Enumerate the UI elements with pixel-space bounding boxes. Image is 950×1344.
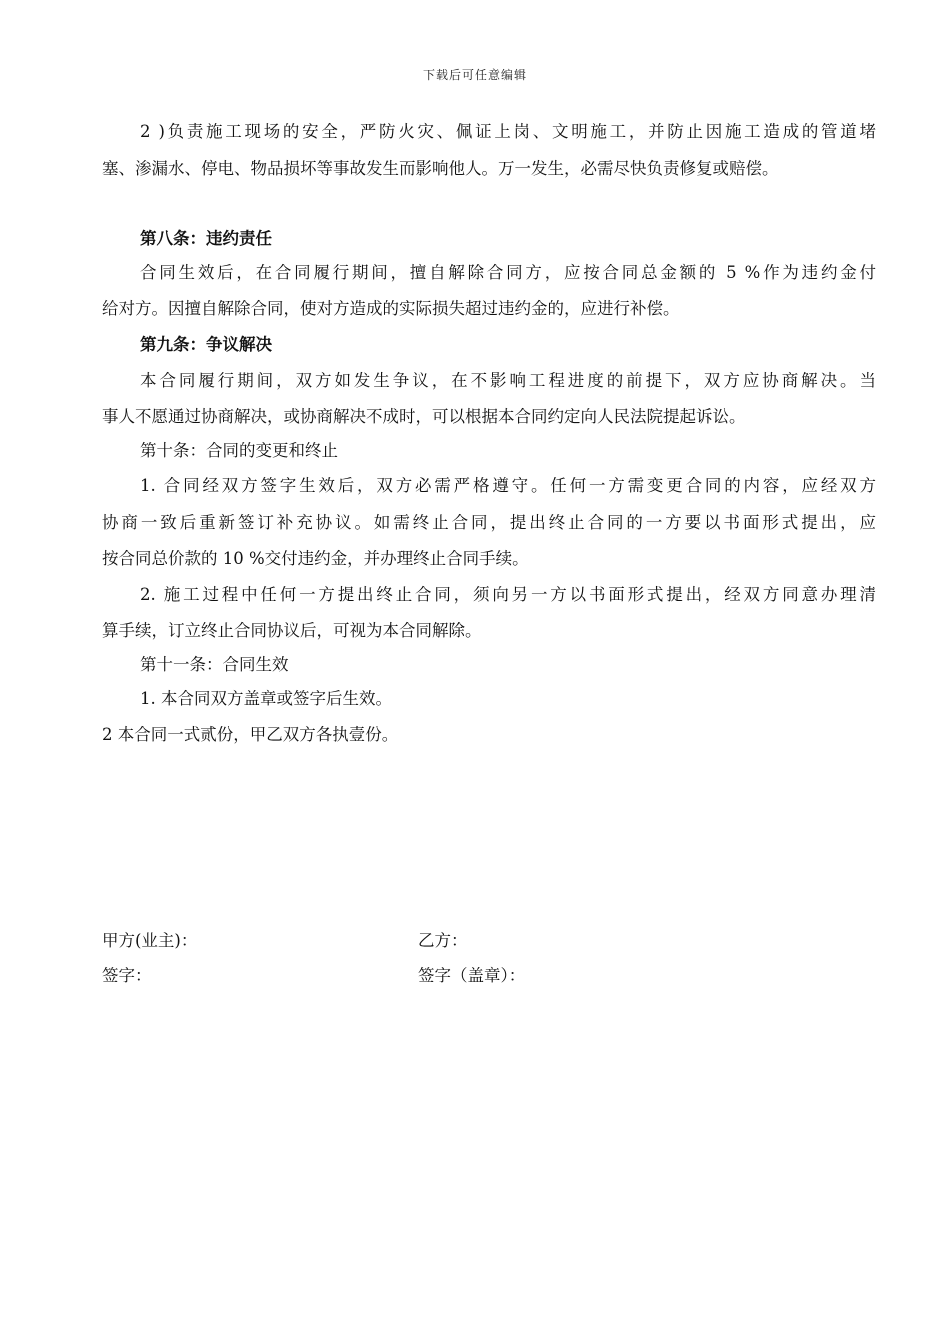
- party-b-label: 乙方：: [418, 931, 468, 950]
- page-header: 下载后可任意编辑: [422, 68, 527, 82]
- party-a-sign-label: 签字：: [102, 966, 152, 985]
- article-11-item-2: 2 本合同一式贰份，甲乙双方各执壹份。: [102, 725, 399, 744]
- article-10-1-line-2: 协商一致后重新签订补充协议。如需终止合同，提出终止合同的一方要以书面形式提出，应: [102, 513, 876, 532]
- article-9-title: 第九条：争议解决: [140, 335, 272, 354]
- article-10-1-line-3: 按合同总价款的 10 %交付违约金，并办理终止合同手续。: [102, 549, 529, 568]
- party-b-sign-label: 签字（盖章）：: [418, 966, 526, 985]
- article-10-2-line-1: 2. 施工过程中任何一方提出终止合同，须向另一方以书面形式提出，经双方同意办理清: [140, 585, 876, 604]
- article-9-line-2: 事人不愿通过协商解决，或协商解决不成时，可以根据本合同约定向人民法院提起诉讼。: [102, 407, 746, 426]
- article-8-title: 第八条：违约责任: [140, 229, 272, 248]
- article-10-title: 第十条：合同的变更和终止: [140, 441, 338, 460]
- article-11-item-1: 1. 本合同双方盖章或签字后生效。: [140, 689, 392, 708]
- article-11-title: 第十一条：合同生效: [140, 655, 289, 674]
- article-8-line-2: 给对方。因擅自解除合同，使对方造成的实际损失超过违约金的，应进行补偿。: [102, 299, 680, 318]
- clause-2-line-2: 塞、渗漏水、停电、物品损坏等事故发生而影响他人。万一发生，必需尽快负责修复或赔偿。: [102, 159, 779, 178]
- article-8-line-1: 合同生效后，在合同履行期间，擅自解除合同方，应按合同总金额的 5 %作为违约金付: [140, 263, 876, 282]
- article-9-line-1: 本合同履行期间，双方如发生争议，在不影响工程进度的前提下，双方应协商解决。当: [140, 371, 876, 390]
- article-10-2-line-2: 算手续，订立终止合同协议后，可视为本合同解除。: [102, 621, 482, 640]
- article-10-1-line-1: 1. 合同经双方签字生效后，双方必需严格遵守。任何一方需变更合同的内容，应经双方: [140, 476, 876, 495]
- clause-2-line-1: 2 )负责施工现场的安全，严防火灾、佩证上岗、文明施工，并防止因施工造成的管道堵: [140, 122, 876, 141]
- party-a-label: 甲方(业主)：: [102, 931, 198, 950]
